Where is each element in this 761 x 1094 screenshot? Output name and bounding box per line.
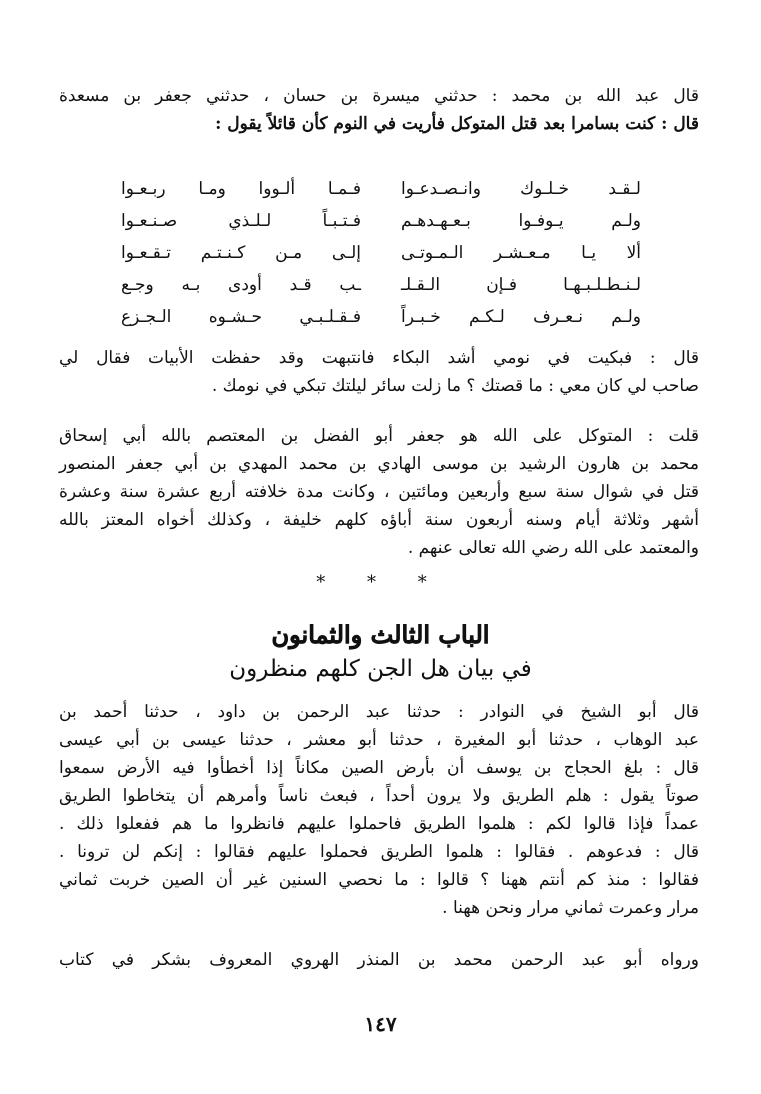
intro-line-1: قال عبد الله بن محمد : حدثني ميسرة بن حسان ، حدثني جعفر بن مسعدة: [59, 86, 699, 106]
chapter-subtitle: في بيان هل الجن كلهم منظرون: [229, 656, 532, 682]
page-number: ١٤٧: [364, 1012, 397, 1036]
dream-para-line: قال : فبكيت في نومي أشد البكاء فانتبهت وقد حفظت الأبيات فقال لي: [59, 348, 699, 368]
verse-first-hemistich: لـنـطـلـبـهـا فـإن الـقـلـ: [401, 275, 641, 295]
verse-first-hemistich: لـقـد خـلـوك وانـصـدعـوا: [401, 179, 641, 199]
chapter-para-line: عمداً فإذا قالوا لكم : هلموا الطريق فاحملوا عليهم فانظروا ما هم ففعلوا ذلك .: [59, 814, 699, 834]
verse-second-hemistich: إلـى مـن كـنـتـم تـقـعـوا: [121, 243, 361, 263]
chapter-para-line: عبد الوهاب ، حدثنا أبو المغيرة ، حدثنا أبو معشر ، حدثنا عيسى بن أبي عيسى: [59, 730, 699, 750]
verse-row: [121, 270, 641, 300]
verse-first-hemistich: ولـم يـوفـوا بـعـهـدهـم: [401, 211, 641, 231]
last-para-line: ورواه أبو عبد الرحمن محمد بن المنذر الهروي المعروف بشكر في كتاب: [59, 950, 699, 970]
chapter-para-line: قال : فدعوهم . فقالوا : هلموا الطريق فحملوا عليهم فقالوا : إنكم لن ترونا .: [59, 842, 699, 862]
chapter-para-line: مرار وعمرت ثماني مرار ونحن ههنا .: [442, 898, 699, 918]
verse-row: [121, 206, 641, 236]
mutawakkil-para-line: محمد بن هارون الرشيد بن موسى الهادي بن محمد المهدي بن أبي جعفر المنصور: [59, 454, 699, 474]
section-separator: * * *: [316, 572, 445, 593]
verse-row: [121, 174, 641, 204]
verse-first-hemistich: ألا يـا مـعـشـر الـمـوتـى: [401, 243, 641, 263]
chapter-para-line: قال : بلغ الحجاج بن يوسف أن بأرض الصين مكاناً إذا أخطأوا فيه الأرض سمعوا: [59, 758, 699, 778]
verse-second-hemistich: فـتـبـاً لـلـذي صـنـعـوا: [121, 211, 361, 231]
mutawakkil-para-line: والمعتمد على الله رضي الله تعالى عنهم .: [407, 538, 699, 558]
verse-second-hemistich: فـمـا ألـووا ومـا ربـعـوا: [121, 179, 361, 199]
verse-second-hemistich: ـب قـد أودى بـه وجـع: [121, 275, 361, 295]
mutawakkil-para-line: قتل في شوال سنة سبع وأربعين ومائتين ، وكانت مدة خلافته أربع عشرة سنة وعشرة: [59, 482, 699, 502]
verse-row: [121, 302, 641, 332]
mutawakkil-para-line: قلت : المتوكل على الله هو جعفر أبو الفضل بن المعتصم بالله أبي إسحاق: [59, 426, 699, 446]
chapter-title: الباب الثالث والثمانون: [271, 620, 490, 649]
chapter-para-line: صوتاً يقول : هلم الطريق ولا يرون أحداً ، فبعث ناساً وأمرهم أن يتخاطوا الطريق: [59, 786, 699, 806]
verse-row: [121, 238, 641, 268]
verse-first-hemistich: ولـم نـعـرف لـكـم خـبـراً: [401, 307, 641, 327]
dream-para-line: صاحب لي كان معي : ما قصتك ؟ ما زلت سائر ليلتك تبكي في نومك .: [211, 376, 699, 396]
chapter-para-line: فقالوا : منذ كم أنتم ههنا ؟ قالوا : ما نحصي السنين غير أن الصين خربت ثماني: [59, 870, 699, 890]
verse-second-hemistich: فـقـلـبـي حـشـوه الـجـزع: [121, 307, 361, 327]
mutawakkil-para-line: أشهر وثلاثة أيام وسنه أربعون سنة أباؤه كلهم خليفة ، وكذلك أخواه المعتز بالله: [59, 510, 699, 530]
intro-line-2: قال : كنت بسامرا بعد قتل المتوكل فأريت في النوم كأن قائلاً يقول :: [215, 114, 699, 134]
chapter-para-line: قال أبو الشيخ في النوادر : حدثنا عبد الرحمن بن داود ، حدثنا أحمد بن: [59, 702, 699, 722]
